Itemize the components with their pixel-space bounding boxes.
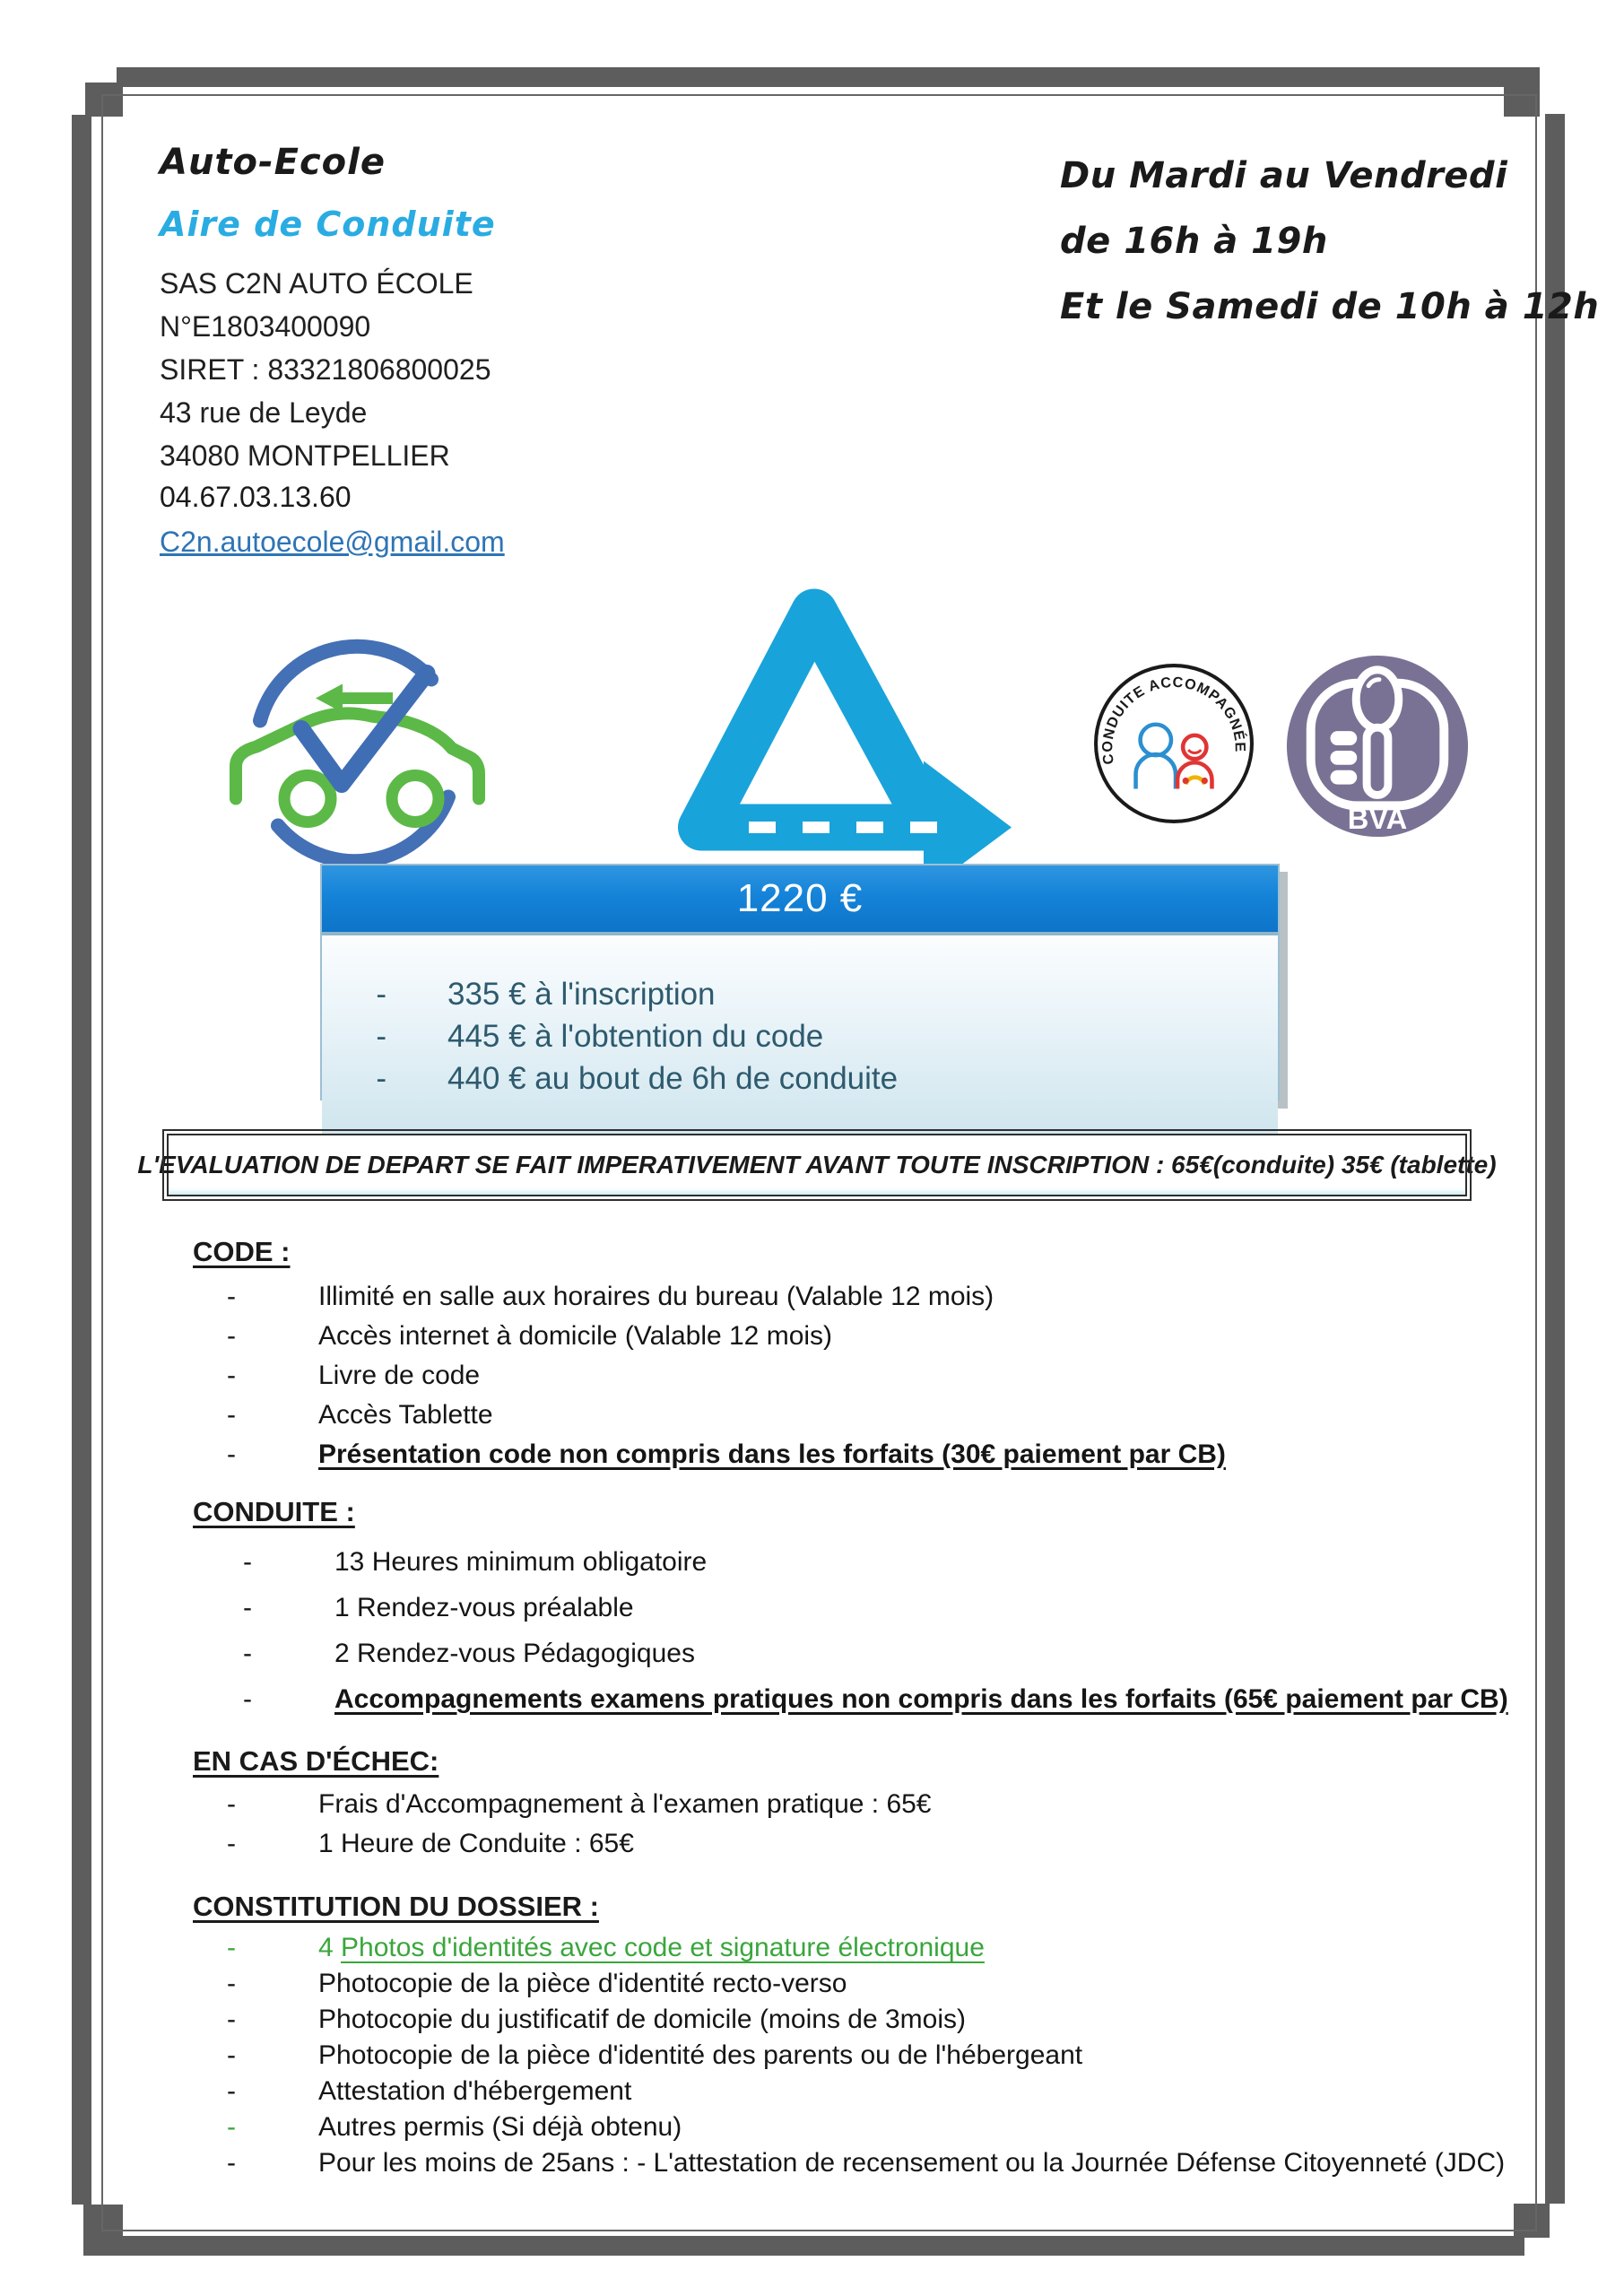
price-item <box>322 973 1278 1015</box>
bullet-dash: - <box>227 1321 236 1351</box>
frame-left-band <box>72 115 91 2205</box>
list-item <box>193 2002 1505 2038</box>
evaluation-notice-text: L'EVALUATION DE DEPART SE FAIT IMPERATIVEMENT AVANT TOUTE INSCRIPTION : 65€(conduite) 35€ (tablette) <box>137 1151 1497 1178</box>
frame-corner-bottom-right <box>1514 2204 1550 2238</box>
list-item <box>193 1396 1226 1435</box>
bullet-dash: - <box>227 2148 236 2178</box>
bullet-dash: - <box>227 1969 236 1998</box>
frame-right-band <box>1545 114 1565 2204</box>
company-info <box>160 262 491 477</box>
list-item <box>193 1824 932 1864</box>
bva-gearshift-icon <box>1284 653 1471 839</box>
bullet-dash: - <box>376 1019 386 1054</box>
section-title-dossier: CONSTITUTION DU DOSSIER : <box>193 1891 599 1922</box>
bullet-dash: - <box>227 1361 236 1390</box>
list-item-text: Accompagnements examens pratiques non compris dans les forfaits (65€ paiement par CB) <box>334 1684 1508 1714</box>
frame-corner-bottom-left <box>83 2205 123 2239</box>
list-item <box>193 1277 1226 1317</box>
list-item <box>193 1966 1505 2002</box>
hours-line: Et le Samedi de 10h à 12h <box>1060 286 1600 327</box>
list-item-text: Livre de code <box>318 1361 481 1390</box>
road-triangle-logo-icon <box>628 538 1013 897</box>
section-title-conduite: CONDUITE : <box>193 1496 355 1527</box>
list-item-text: Attestation d'hébergement <box>318 2076 632 2106</box>
company-line: SAS C2N AUTO ÉCOLE <box>160 267 473 300</box>
bullet-dash: - <box>227 1439 236 1469</box>
brand-name: Auto-Ecole <box>160 142 386 183</box>
code-list <box>193 1277 1226 1474</box>
hours-line: Du Mardi au Vendredi <box>1060 155 1508 196</box>
list-item <box>193 2145 1505 2181</box>
frame-top-band <box>117 67 1540 87</box>
price-item-text: 445 € à l'obtention du code <box>447 1019 824 1054</box>
echec-list <box>193 1785 932 1864</box>
list-item <box>209 1539 1508 1585</box>
price-item-text: 440 € au bout de 6h de conduite <box>447 1061 899 1096</box>
price-total: 1220 € <box>736 876 864 920</box>
bullet-dash: - <box>227 1829 236 1858</box>
list-item-text: 1 Heure de Conduite : 65€ <box>318 1829 634 1858</box>
dossier-list <box>193 1930 1505 2181</box>
bullet-dash: - <box>227 2005 236 2034</box>
price-breakdown <box>322 935 1278 1136</box>
section-title-echec: EN CAS D'ÉCHEC: <box>193 1745 439 1777</box>
list-item-text: 1 Rendez-vous préalable <box>334 1593 634 1622</box>
company-line: SIRET : 83321806800025 <box>160 353 491 386</box>
list-item <box>193 1356 1226 1396</box>
bullet-dash: - <box>227 1789 236 1819</box>
price-item <box>322 1057 1278 1100</box>
opening-hours <box>1060 144 1599 340</box>
bullet-dash: - <box>227 1400 236 1430</box>
bullet-dash: - <box>227 1933 236 1962</box>
company-line: N°E1803400090 <box>160 310 371 343</box>
phone-number: 04.67.03.13.60 <box>160 481 352 513</box>
bullet-dash: - <box>376 1061 386 1096</box>
list-item <box>193 1785 932 1824</box>
green-item-prefix: 4 <box>318 1933 342 1962</box>
list-item-text: Accès Tablette <box>318 1400 493 1430</box>
bva-label: BVA <box>1347 802 1408 836</box>
frame-corner-top-right <box>1504 83 1540 117</box>
list-item <box>193 2109 1505 2145</box>
list-item <box>209 1631 1508 1676</box>
list-item <box>193 1435 1226 1474</box>
bullet-dash: - <box>243 1547 252 1577</box>
bullet-dash: - <box>227 2040 236 2070</box>
section-title-code: CODE : <box>193 1236 291 1267</box>
list-item-text: Illimité en salle aux horaires du bureau (Valable 12 mois) <box>318 1282 994 1311</box>
company-line: 34080 MONTPELLIER <box>160 439 450 472</box>
list-item-text: Autres permis (Si déjà obtenu) <box>318 2112 682 2142</box>
list-item-text <box>318 1930 985 1966</box>
list-item-text: Frais d'Accompagnement à l'examen pratique : 65€ <box>318 1789 932 1819</box>
brand-subtitle: Aire de Conduite <box>160 204 496 244</box>
list-item-text: Photocopie de la pièce d'identité des parents ou de l'hébergeant <box>318 2040 1083 2070</box>
bullet-dash: - <box>243 1639 252 1668</box>
list-item-text: 13 Heures minimum obligatoire <box>334 1547 708 1577</box>
list-item <box>209 1585 1508 1631</box>
list-item <box>193 1930 1505 1966</box>
list-item-text: 2 Rendez-vous Pédagogiques <box>334 1639 695 1668</box>
list-item-text: Photocopie du justificatif de domicile (moins de 3mois) <box>318 2005 967 2034</box>
bullet-dash: - <box>376 977 386 1012</box>
price-box <box>320 864 1280 1100</box>
conduite-accompagnee-icon <box>1092 662 1255 825</box>
hours-line: de 16h à 19h <box>1060 221 1328 262</box>
list-item-text: Photocopie de la pièce d'identité recto-verso <box>318 1969 847 1998</box>
list-item-text: Accès internet à domicile (Valable 12 mois) <box>318 1321 833 1351</box>
bullet-dash: - <box>227 2076 236 2106</box>
frame-bottom-band <box>83 2236 1524 2256</box>
list-item <box>193 2074 1505 2109</box>
conduite-list <box>209 1539 1508 1722</box>
price-total-bar <box>322 865 1278 935</box>
green-item-underlined: Photos d'identités avec code et signature électronique <box>341 1933 985 1962</box>
list-item <box>193 2038 1505 2074</box>
frame-corner-top-left <box>85 83 123 117</box>
road-triangle-logo <box>628 538 1013 897</box>
bullet-dash: - <box>243 1684 252 1714</box>
price-item <box>322 1015 1278 1057</box>
car-check-logo-icon <box>222 619 491 874</box>
list-item <box>193 1317 1226 1356</box>
bullet-dash: - <box>243 1593 252 1622</box>
evaluation-notice <box>137 1134 1497 1196</box>
company-line: 43 rue de Leyde <box>160 396 368 429</box>
list-item-text: Présentation code non compris dans les forfaits (30€ paiement par CB) <box>318 1439 1226 1469</box>
bullet-dash: - <box>227 2112 236 2142</box>
car-check-logo <box>222 619 491 874</box>
conduite-accompagnee-label: CONDUITE ACCOMPAGNÉE <box>1099 674 1248 766</box>
bullet-dash: - <box>227 1282 236 1311</box>
bva-badge <box>1284 653 1471 839</box>
email-link[interactable]: C2n.autoecole@gmail.com <box>160 526 505 558</box>
conduite-accompagnee-badge <box>1092 662 1255 825</box>
price-item-text: 335 € à l'inscription <box>447 977 716 1012</box>
list-item <box>209 1676 1508 1722</box>
list-item-text: Pour les moins de 25ans : - L'attestation de recensement ou la Journée Défense Citoyenneté (JDC) <box>318 2148 1506 2178</box>
